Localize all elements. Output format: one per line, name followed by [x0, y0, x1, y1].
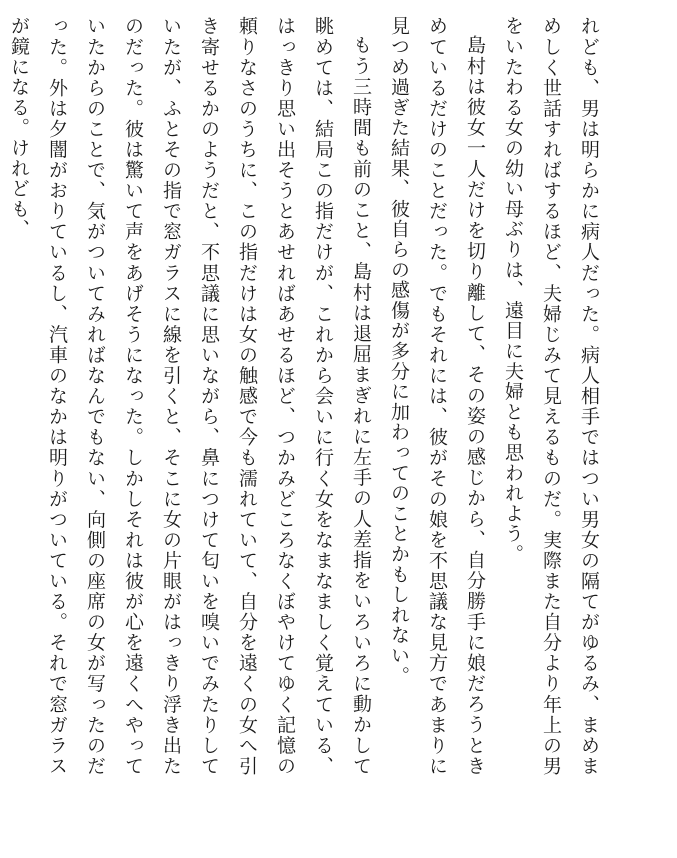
vertical-text-body [8, 16, 608, 776]
paragraph-2: 島村は彼女一人だけを切り離して、その姿の感じから、自分勝手に娘だろうときめているだけのことだった。でもそれには、彼がその娘を不思議な見方であまりに見つめ過ぎた結果、彼自らの感傷が多分に加わってのことかもしれない。 [388, 16, 486, 776]
paragraph-3: もう三時間も前のこと、島村は退屈まぎれに左手の人差指をいろいろに動かして眺めては、結局この指だけが、これから会いに行く女をなまなましく覚えている、はっきり思い出そうとあせればあせるほど、つかみどころなくぼやけてゆく記憶の頼りなさのうちに、この指だけは女の触感で今も濡れていて、自分を遠くの女へ引き寄せるかのようだと、不思議に思いながら、鼻につけて匂いを嗅いでみたりしていたが、ふとその指で窓ガラスに線を引くと、そこに女の片眼がはっきり浮き出たのだった。彼は驚いて声をあげそうになった。しかしそれは彼が心を遠くへやっていたからのことで、気がついてみればなんでもない、向側の座席の女が写ったのだった。外は夕闇がおりているし、汽車のなかは明りがついている。それで窓ガラスが鏡になる。けれども、 [8, 16, 372, 776]
paragraph-1: れども、男は明らかに病人だった。病人相手ではつい男女の隔てがゆるみ、まめまめしく世話すればするほど、夫婦じみて見えるものだ。実際また自分より年上の男をいたわる女の幼い母ぶりは、遠目に夫婦とも思われよう。 [502, 16, 600, 776]
